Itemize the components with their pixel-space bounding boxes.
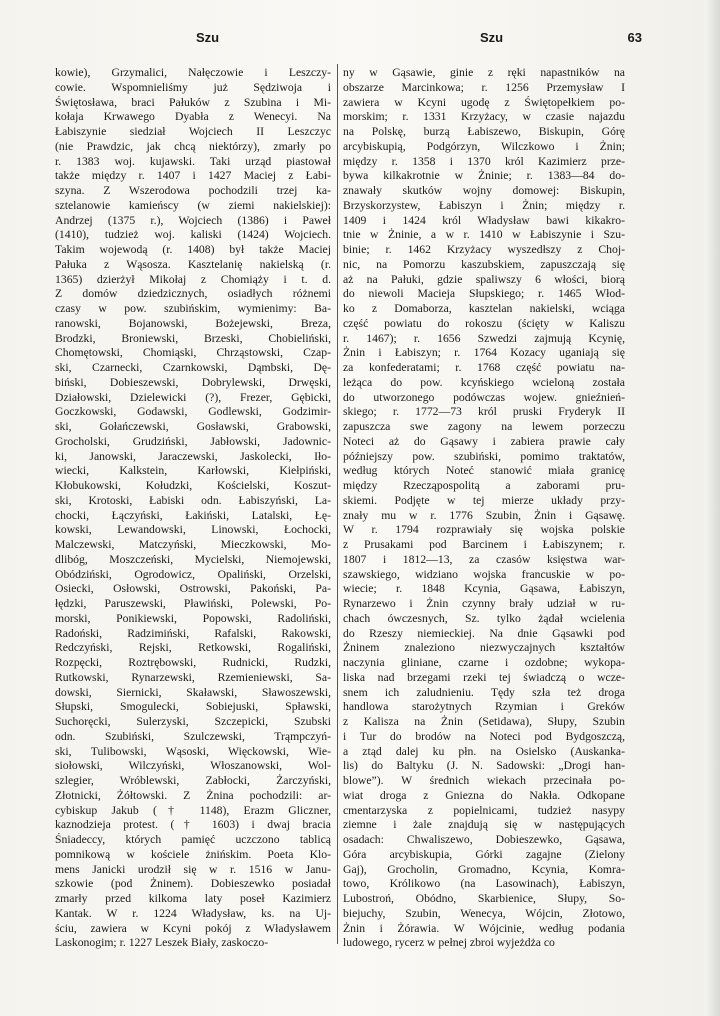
text-line: Obódziński, Ogrodowicz, Opaliński, Orzelski,: [55, 567, 331, 581]
text-line: szawskiego, widziano wojska francuskie w po-: [343, 567, 625, 581]
text-line: zawiera w Kcyni ugodę z Świętopełkiem po-: [343, 95, 625, 109]
text-line: snem ich zaludnieniu. Tędy szła też droga: [343, 685, 625, 699]
column-divider: [337, 64, 338, 944]
text-line: Lubostroń, Obódno, Skarbienice, Słupy, So-: [343, 892, 625, 905]
text-line: czasy w pow. szubińskim, wymienimy: Ba-: [55, 302, 331, 315]
text-line: zapuszcza swe zagony na lewem porzeczu: [343, 420, 625, 433]
text-line: szkowie (pod Żninem). Dobieszewko posiadał: [55, 877, 331, 891]
text-line: szyna. Z Wszerodowa pochodzili trzej ka-: [55, 184, 331, 197]
text-line: Noteci aż do Gąsawy i zabiera prawie cały: [343, 434, 625, 448]
text-line: chach ówczesnych, Sz. tylko żądał wcielenia: [343, 611, 625, 625]
header-middle-word: Szu: [480, 30, 504, 45]
text-line: morskim; r. 1331 Krzyżacy, w czasie najazdu: [343, 110, 625, 124]
text-line: Laskonogim; r. 1227 Leszek Biały, zaskoczo-: [55, 936, 269, 950]
text-line: nic, na Pomorzu kaszubskiem, zapuszczają się: [343, 257, 625, 271]
text-line: Osiecki, Osłowski, Ostrowski, Pakoński, Pa-: [55, 582, 331, 596]
text-line: zmarły przed kilkoma laty poseł Kazimierz: [55, 892, 331, 905]
text-line: Malczewski, Matczyński, Mieczkowski, Mo-: [55, 538, 331, 551]
text-line: Gaj), Grocholin, Gromadno, Kcynia, Komra-: [343, 862, 625, 876]
text-line: tnie w Żninie, a w r. 1410 w Łabiszynie i Szu-: [343, 228, 625, 242]
text-line: do niewoli Macieja Słupskiego; r. 1465 Włod-: [343, 287, 625, 301]
text-line: skiego; r. 1772—73 król pruski Fryderyk II: [343, 405, 625, 419]
text-line: za konfederatami; r. 1768 część powiatu na-: [343, 361, 625, 374]
text-line: Radoński, Radzimiński, Rafalski, Rakowski,: [55, 626, 331, 640]
text-line: kaznodzieja protest. († 1603) i dwaj bracia: [55, 818, 331, 832]
text-line: r. 1383 woj. kujawski. Taki urząd piastował: [55, 154, 331, 168]
text-line: między Rzecząpospolitą a zaborami pru-: [343, 479, 625, 492]
text-line: binie; r. 1462 Krzyżacy wyszedłszy z Choj-: [343, 243, 625, 256]
text-line: arcybiskupią, Podgórzyn, Wilczkowo i Żnin;: [343, 139, 625, 153]
text-line: leżąca do pow. kcyńskiego wcieloną została: [343, 375, 625, 389]
text-line: łędzki, Paruszewski, Pławiński, Polewski, Po-: [55, 597, 331, 610]
page-edge-shadow: [708, 0, 720, 1016]
text-line: Kantak. W r. 1224 Władysław, ks. na Uj-: [55, 906, 331, 920]
left-text-column: [55, 66, 331, 951]
text-line: osadach: Chwaliszewo, Dobieszewko, Gąsawa,: [343, 833, 625, 846]
text-line: ski, Gołańczewski, Gosławski, Grabowski,: [55, 420, 331, 433]
text-line: wiecki, Kalkstein, Karłowski, Kiełpiński,: [55, 464, 331, 478]
text-line: odn. Szubiński, Szulczewski, Trąmpczyń-: [55, 729, 331, 743]
text-line: część powiatu do rokoszu (ścięty w Kaliszu: [343, 316, 625, 330]
text-line: Działowski, Dzielewicki (?), Frezer, Gębicki,: [55, 390, 331, 404]
text-line: Redczyński, Rejski, Retkowski, Rogaliński,: [55, 641, 331, 655]
text-line: Słupski, Smogulecki, Sobiejuski, Spławski,: [55, 700, 331, 714]
text-line: Andrzej (1375 r.), Wojciech (1386) i Paweł: [55, 213, 331, 227]
text-line: biejuchy, Szubin, Wenecya, Wójcin, Złotowo,: [343, 906, 625, 920]
text-line: W r. 1794 rozprawiały się wojska polskie: [343, 523, 625, 537]
text-line: Złotnicki, Żółtowski. Z Żnina pochodzili: ar-: [55, 788, 331, 802]
text-line: cowie. Wspomnieliśmy już Sędziwoja i: [55, 80, 331, 94]
text-line: ski, Krotoski, Łabiski odn. Łabiszyński, La-: [55, 493, 331, 507]
text-line: cmentarzyska z popielnicami, tudzież nasypy: [343, 803, 625, 817]
text-line: ski, Czarnecki, Czarnkowski, Dąmbski, Dę-: [55, 361, 331, 374]
text-line: Chomętowski, Chomiąski, Chrząstowski, Czap-: [55, 346, 331, 360]
text-line: dowski, Siernicki, Skaławski, Sławoszewski,: [55, 685, 331, 699]
text-line: ko z Domaborza, kasztelan nakielski, wciąga: [343, 302, 625, 315]
text-line: Rozpęcki, Roztrębowski, Rudnicki, Rudzki,: [55, 656, 331, 669]
text-line: a ztąd dalej ku płn. na Osielsko (Auskanka-: [343, 744, 625, 758]
text-line: z Kalisza na Żnin (Setidawa), Słupy, Szubin: [343, 715, 625, 728]
text-line: chocki, Łączyński, Łakiński, Latalski, Łę-: [55, 508, 331, 522]
right-text-column: [343, 66, 625, 951]
text-line: Łabiszynie siedział Wojciech II Leszczyc: [55, 125, 331, 138]
running-header: [52, 30, 642, 52]
text-line: Kłobukowski, Kołudzki, Kościelski, Koszut-: [55, 479, 331, 492]
text-line: Rynarzewo i Żnin czynny brały udział w ru-: [343, 597, 625, 610]
text-line: Góra arcybiskupia, Górki zagajne (Zielony: [343, 847, 625, 861]
text-line: ludowego, rycerz w pełnej zbroi wyjeżdża co: [343, 936, 555, 950]
text-line: lis) do Baltyku (J. N. Sadowski: „Drogi han-: [343, 759, 625, 773]
text-line: ranowski, Bojanowski, Bożejewski, Breza,: [55, 316, 331, 330]
text-line: 1807 i 1812—13, za czasów księstwa war-: [343, 552, 625, 566]
text-line: naczynia gliniane, czarne i ozdobne; wykopa-: [343, 656, 625, 669]
text-line: ziemne i żale znajdują się w następujących: [343, 818, 625, 832]
text-line: blowe”). W średnich wiekach przecinała po-: [343, 774, 625, 787]
text-line: kowski, Lewandowski, Linowski, Łochocki,: [55, 523, 331, 537]
text-line: skiemi. Podjęte w tej mierze układy przy-: [343, 493, 625, 507]
text-line: morski, Ponikiewski, Popowski, Radoliński,: [55, 611, 331, 625]
text-line: ski, Tulibowski, Wąsoski, Więckowski, Wie-: [55, 744, 331, 758]
text-line: mens Janicki urodził się w r. 1516 w Janu-: [55, 862, 331, 876]
text-line: (nie Prawdzic, jak chcą niektórzy), zmarły po: [55, 139, 331, 153]
text-line: do Rzeszy niemieckiej. Na dnie Gąsawki pod: [343, 626, 625, 640]
text-line: Grocholski, Grudziński, Jabłowski, Jadownic-: [55, 434, 331, 448]
text-line: kowie), Grzymalici, Nałęczowie i Leszczy-: [55, 66, 331, 79]
text-line: handlowa starożytnych Rzymian i Greków: [343, 700, 625, 714]
text-line: ki, Janowski, Jaraczewski, Jaskolecki, Iło-: [55, 449, 331, 463]
text-line: (1410), tudzież woj. kaliski (1424) Wojciech.: [55, 228, 331, 242]
text-line: pomnikową w kościele żnińskim. Poeta Klo-: [55, 847, 331, 861]
text-line: między r. 1358 i 1370 król Kazimierz prze-: [343, 154, 625, 168]
text-line: liska nad brzegami rzeki tej świadczą o wcze-: [343, 670, 625, 684]
text-line: znały mu w r. 1776 Szubin, Żnin i Gąsawę.: [343, 508, 625, 522]
text-line: z Prusakami pod Barcinem i Łabiszynem; r.: [343, 538, 625, 551]
text-line: Brzyskorzystew, Łabiszyn i Żnin; między r.: [343, 198, 625, 212]
text-line: biński, Dobieszewski, Dobrylewski, Drwęski,: [55, 375, 331, 389]
text-line: także między r. 1407 i 1427 Maciej z Łabi-: [55, 169, 331, 183]
text-line: dlibóg, Moszczeński, Mycielski, Niemojewski,: [55, 552, 331, 566]
text-line: r. 1467); r. 1656 Szwedzi zajmują Kcynię,: [343, 331, 625, 345]
text-line: Świętosława, braci Pałuków z Szubina i Mi-: [55, 95, 331, 109]
text-line: Pałuka z Wąsosza. Kasztelanię nakielską (r.: [55, 257, 331, 271]
text-line: sztelanowie kamieńscy (w ziemi nakielskiej):: [55, 198, 331, 212]
text-line: 1365) dzierżył Mikołaj z Chomiąży i t. d.: [55, 272, 331, 286]
text-line: aż na Pałuki, gdzie spaliwszy 6 włości, biorą: [343, 272, 625, 286]
text-line: kołaja Krwawego Dyabła z Wenecyi. Na: [55, 110, 331, 124]
text-line: Żnin i Żórawia. W Wójcinie, według podania: [343, 921, 625, 935]
text-line: siołowski, Wilczyński, Włoszanowski, Wol-: [55, 759, 331, 773]
text-line: wiat droga z Gniezna do Nakła. Odkopane: [343, 788, 625, 802]
text-line: ny w Gąsawie, ginie z ręki napastników na: [343, 66, 625, 79]
text-line: obszarze Marcinkowa; r. 1256 Przemysław I: [343, 80, 625, 94]
text-line: do utworzonego podówczas wojew. gnieźnień-: [343, 390, 625, 404]
text-line: towo, Królikowo (na Lasowinach), Łabiszyn,: [343, 877, 625, 891]
text-line: według których Noteć stanowić miała granicę: [343, 464, 625, 478]
header-left-word: Szu: [196, 30, 220, 45]
text-line: 1409 i 1424 król Władysław bawi kikakro-: [343, 213, 625, 227]
text-line: Goczkowski, Godawski, Godlewski, Godzimir-: [55, 405, 331, 419]
text-line: Takim wojewodą (r. 1408) był także Maciej: [55, 243, 331, 256]
text-line: Żninem znaleziono niezwyczajnych kształtów: [343, 641, 625, 655]
text-line: wiecie; r. 1848 Kcynia, Gąsawa, Łabiszyn,: [343, 582, 625, 596]
text-line: Brodzki, Broniewski, Brzeski, Chobieliński,: [55, 331, 331, 345]
text-line: cybiskup Jakub († 1148), Erazm Gliczner,: [55, 803, 331, 817]
text-line: Suchoręcki, Sulerzyski, Szczepicki, Szubski: [55, 715, 331, 728]
text-line: znawały skutków wojny domowej: Biskupin,: [343, 184, 625, 197]
text-line: Z domów dziedzicznych, osiadłych różnemi: [55, 287, 331, 301]
text-line: i Tur do brodów na Noteci pod Bydgoszczą,: [343, 729, 625, 743]
text-line: ściu, zawiera w Kcyni pokój z Władysławem: [55, 921, 331, 935]
page-number: 63: [627, 30, 642, 45]
text-line: Śniadeccy, których pamięć uczczono tablicą: [55, 833, 331, 846]
text-line: szlegier, Wróblewski, Zabłocki, Żarczyński,: [55, 774, 331, 787]
text-line: na Polskę, burzą Łabiszewo, Biskupin, Górę: [343, 125, 625, 138]
text-line: Żnin i Łabiszyn; r. 1764 Kozacy uganiają się: [343, 346, 625, 360]
text-line: Rutkowski, Rynarzewski, Rzemieniewski, Sa-: [55, 670, 331, 684]
text-line: późniejszy pow. szubiński, pomimo traktatów,: [343, 449, 625, 463]
text-line: bywa kilkakrotnie w Żninie; r. 1383—84 do-: [343, 169, 625, 183]
